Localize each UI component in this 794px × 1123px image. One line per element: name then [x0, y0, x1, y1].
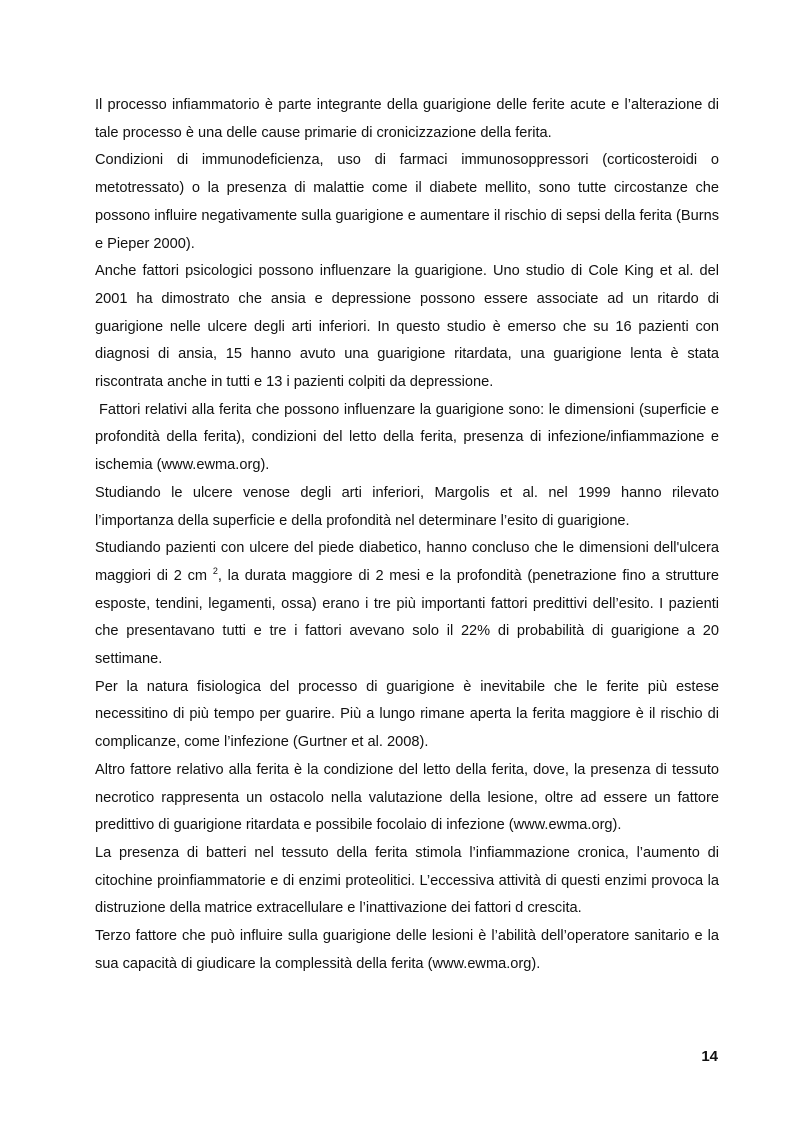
paragraph-diabetic-foot: [95, 535, 719, 674]
paragraph-immunodeficiency: Condizioni di immunodeficienza, uso di farmaci immunosoppressori (corticosteroidi o metotressato) o la presenza di malattie come il diabete mellito, sono tutte circostanze che possono influire negativamente sulla guarigione e aumentare il rischio di sepsi della ferita (Burns e Pieper 2000).: [95, 152, 719, 252]
paragraph-wound-factors: Fattori relativi alla ferita che possono influenzare la guarigione sono: le dimensioni (superficie e profondità della ferita), condizioni del letto della ferita, presenza di infezione/infiammazione e ischemia (www.ewma.org).: [95, 401, 719, 474]
paragraph-physiology: Per la natura fisiologica del processo di guarigione è inevitabile che le ferite più estese necessitino di più tempo per guarire. Più a lungo rimane aperta la ferita maggiore è il rischio di complicanze, come l’infezione (Gurtner et al. 2008).: [95, 678, 719, 751]
paragraph-inflammation: Il processo infiammatorio è parte integrante della guarigione delle ferite acute e l’alterazione di tale processo è una delle cause primarie di cronicizzazione della ferita.: [95, 97, 719, 141]
diabetic-foot-text-start: Studiando pazienti con ulcere del piede diabetico, hanno concluso che le dimensioni dell'ulcera maggiori di 2 cm: [95, 540, 719, 584]
document-body: [95, 92, 719, 979]
paragraph-operator-skill: Terzo fattore che può influire sulla guarigione delle lesioni è l’abilità dell’operatore sanitario e la sua capacità di giudicare la complessità della ferita (www.ewma.org).: [95, 928, 719, 972]
page-number: 14: [701, 1048, 718, 1065]
paragraph-psychological-factors: Anche fattori psicologici possono influenzare la guarigione. Uno studio di Cole King et al. del 2001 ha dimostrato che ansia e depressione possono essere associate ad un ritardo di guarigione nelle ulcere degli arti inferiori. In questo studio è emerso che su 16 pazienti con diagnosi di ansia, 15 hanno avuto una guarigione ritardata, una guarigione lenta è stata riscontrata anche in tutti e 13 i pazienti colpiti da depressione.: [95, 263, 719, 391]
paragraph-wound-bed: Altro fattore relativo alla ferita è la condizione del letto della ferita, dove, la presenza di tessuto necrotico rappresenta un ostacolo nella valutazione della lesione, oltre ad essere un fattore predittivo di guarigione ritardata e possibile focolaio di infezione (www.ewma.org).: [95, 761, 719, 834]
paragraph-bacteria: La presenza di batteri nel tessuto della ferita stimola l’infiammazione cronica, l’aumento di citochine proinfiammatorie e di enzimi proteolitici. L’eccessiva attività di questi enzimi provoca la distruzione della matrice extracellulare e l’inattivazione dei fattori d crescita.: [95, 844, 719, 917]
superscript-square: 2: [212, 565, 218, 576]
diabetic-foot-text-end: , la durata maggiore di 2 mesi e la profondità (penetrazione fino a strutture esposte, tendini, legamenti, ossa) erano i tre più importanti fattori predittivi dell’esito. I pazienti che presentavano tutti e tre i fattori avevano solo il 22% di probabilità di guarigione a 20 settimane.: [95, 567, 719, 668]
paragraph-venous-ulcers: Studiando le ulcere venose degli arti inferiori, Margolis et al. nel 1999 hanno rilevato l’importanza della superficie e della profondità nel determinare l’esito di guarigione.: [95, 484, 719, 529]
